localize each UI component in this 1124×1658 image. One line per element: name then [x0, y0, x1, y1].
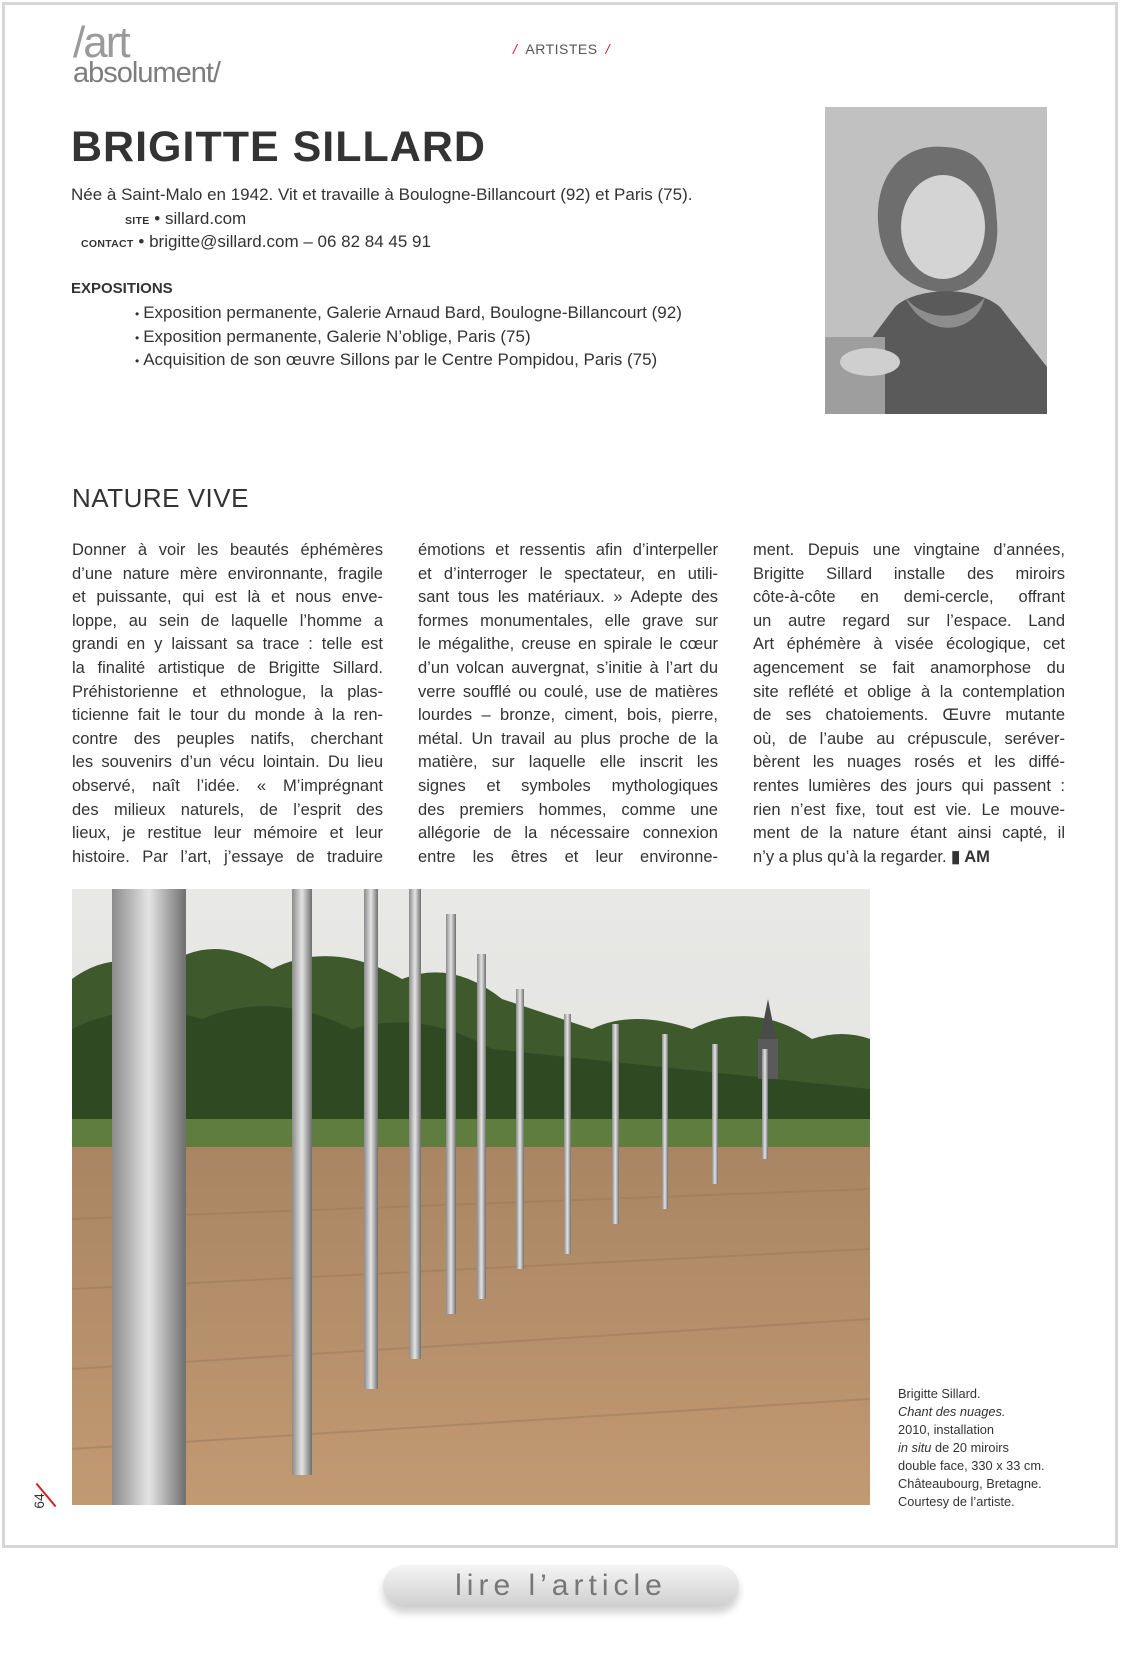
caption-title: Chant des nuages.	[898, 1404, 1006, 1419]
text-line: loppe, au sein de laquelle l’homme a	[72, 611, 383, 630]
caption-location: Châteaubourg, Bretagne.	[898, 1476, 1042, 1491]
text-line: observé, naît l’idée. « M’imprégnant	[72, 776, 383, 795]
text-line: un autre regard sur l’espace. Land	[753, 611, 1065, 630]
text-line: ment de la nature étant ainsi capté, il	[753, 824, 1065, 843]
text-line: signes et symboles mythologiques	[418, 776, 718, 795]
text-line: Donner à voir les beautés éphémères	[72, 541, 383, 559]
site-link[interactable]: sillard.com	[164, 209, 247, 228]
section-label	[505, 41, 618, 57]
exposition-text: Exposition permanente, Galerie N’oblige, Paris (75)	[143, 326, 531, 346]
caption-in-situ: in situ	[898, 1440, 932, 1455]
text-line: côte-à-côte en demi-cercle, offrant	[753, 588, 1065, 607]
text-line: agencement se fait anamorphose du	[753, 658, 1065, 677]
site-bullet: •	[154, 209, 161, 228]
text-line: Préhistorienne et ethnologue, la plas-	[72, 682, 383, 701]
text-line: ticienne fait le tour du monde à la ren-	[72, 706, 383, 725]
caption-date: 2010, installation	[898, 1422, 995, 1437]
page-number: 64	[30, 1493, 47, 1509]
author-signature: ▮ AM	[951, 847, 990, 866]
magazine-page	[2, 2, 1118, 1548]
text-line: rien n’est fixe, tout est vie. Le mouve-	[753, 800, 1065, 819]
artist-portrait-photo	[825, 107, 1047, 414]
text-line: formes monumentales, elle grave sur	[418, 611, 718, 630]
text-line: les souvenirs d’un vécu lointain. Du lieu	[72, 753, 383, 772]
text-line: de ses chatoiements. Œuvre mutante	[753, 706, 1065, 725]
text-line-end: n’y a plus qu’à la regarder.	[753, 847, 947, 866]
text-line: et puissante, qui est là et nous enve-	[72, 588, 383, 607]
text-line: histoire. Par l’art, j’essaye de traduire	[72, 847, 383, 866]
site-row	[125, 209, 246, 229]
exposition-bullet: •	[135, 354, 140, 368]
text-line: lieux, je restitue leur mémoire et leur	[72, 824, 383, 843]
photo-caption	[898, 1385, 1045, 1511]
text-line: d’un volcan auvergnat, s’initie à l’art du	[418, 658, 718, 677]
text-line: le mégalithe, creuse en spirale le cœur	[418, 635, 718, 654]
text-line: allégorie de la nécessaire connexion	[418, 824, 718, 843]
text-line: rentes lumières des jours qui passent :	[753, 776, 1065, 795]
text-line: matière, sur laquelle elle inscrit les	[418, 753, 718, 772]
text-line: Brigitte Sillard installe des miroirs	[753, 564, 1065, 583]
text-line: bèrent les nuages rosés et les diffé-	[753, 753, 1065, 772]
contact-row	[81, 232, 431, 252]
exposition-text: Acquisition de son œuvre Sillons par le Centre Pompidou, Paris (75)	[143, 350, 658, 369]
text-line: Art éphémère à visée écologique, cet	[753, 635, 1065, 654]
text-line: lourdes – bronze, ciment, bois, pierre,	[418, 706, 718, 725]
text-line: et d’interroger le spectateur, en utili-	[418, 564, 718, 583]
artist-name: BRIGITTE SILLARD	[71, 123, 486, 171]
text-line: site reflété et oblige à la contemplation	[753, 682, 1065, 701]
text-line: des milieux naturels, de l’esprit des	[72, 800, 383, 819]
exposition-item	[135, 327, 682, 351]
site-label: SITE	[125, 215, 150, 227]
section-name: ARTISTES	[525, 41, 598, 57]
text-line: des premiers hommes, comme une	[418, 800, 718, 819]
text-line: ment. Depuis une vingtaine d’années,	[753, 541, 1065, 559]
contact-email-link[interactable]: brigitte@sillard.com	[149, 232, 299, 251]
mirror-installation-illustration	[72, 889, 870, 1505]
expositions-list	[135, 303, 682, 374]
article-heading: NATURE VIVE	[72, 483, 249, 513]
contact-phone: – 06 82 84 45 91	[298, 232, 431, 251]
contact-bullet: •	[138, 232, 145, 251]
installation-photo	[72, 889, 870, 1505]
section-slash-left: /	[513, 41, 518, 57]
section-slash-right: /	[605, 41, 610, 57]
text-line: où, de l’aube au crépuscule, seréver-	[753, 729, 1065, 748]
text-line: sant tous les matériaux. » Adepte des	[418, 588, 718, 607]
logo-line-art: /art	[73, 18, 129, 67]
article-column-1	[72, 539, 383, 869]
text-line: la finalité artistique de Brigitte Sillard.	[72, 658, 383, 677]
text-line: verre soufflé ou coulé, use de matières	[418, 682, 718, 701]
caption-medium	[898, 1439, 1045, 1457]
exposition-item	[135, 350, 682, 374]
contact-label: CONTACT	[81, 238, 134, 250]
article-column-2	[418, 539, 718, 869]
read-article-label: lire l’article	[455, 1569, 667, 1602]
text-line: métal. Un travail au plus proche de la	[418, 729, 718, 748]
artist-bio: Née à Saint-Malo en 1942. Vit et travaille à Boulogne-Billancourt (92) et Paris (75).	[71, 185, 693, 204]
exposition-text: Exposition permanente, Galerie Arnaud Bard, Boulogne-Billancourt (92)	[143, 303, 682, 322]
caption-medium-rest: de 20 miroirs	[931, 1440, 1009, 1455]
caption-dimensions: double face, 330 x 33 cm.	[898, 1458, 1045, 1473]
exposition-item	[135, 303, 682, 327]
portrait-illustration	[825, 107, 1047, 414]
text-line: grandi en y laissant sa trace : telle est	[72, 635, 383, 654]
text-line: d’une nature mère environnante, fragile	[72, 564, 383, 583]
text-line: entre les êtres et leur environne-	[418, 847, 718, 866]
exposition-bullet: •	[135, 330, 140, 345]
article-column-3	[753, 539, 1065, 869]
read-article-button[interactable]	[383, 1565, 739, 1607]
exposition-bullet: •	[135, 307, 140, 321]
expositions-title: EXPOSITIONS	[71, 280, 173, 297]
art-absolument-logo	[73, 18, 220, 89]
logo-line-absolument: absolument/	[73, 57, 220, 89]
text-line: émotions et ressentis afin d’interpeller	[418, 541, 718, 559]
caption-artist: Brigitte Sillard.	[898, 1386, 981, 1401]
text-line: contre des peuples natifs, cherchant	[72, 729, 383, 748]
text-line-last	[753, 846, 1065, 870]
caption-credit: Courtesy de l’artiste.	[898, 1494, 1015, 1509]
